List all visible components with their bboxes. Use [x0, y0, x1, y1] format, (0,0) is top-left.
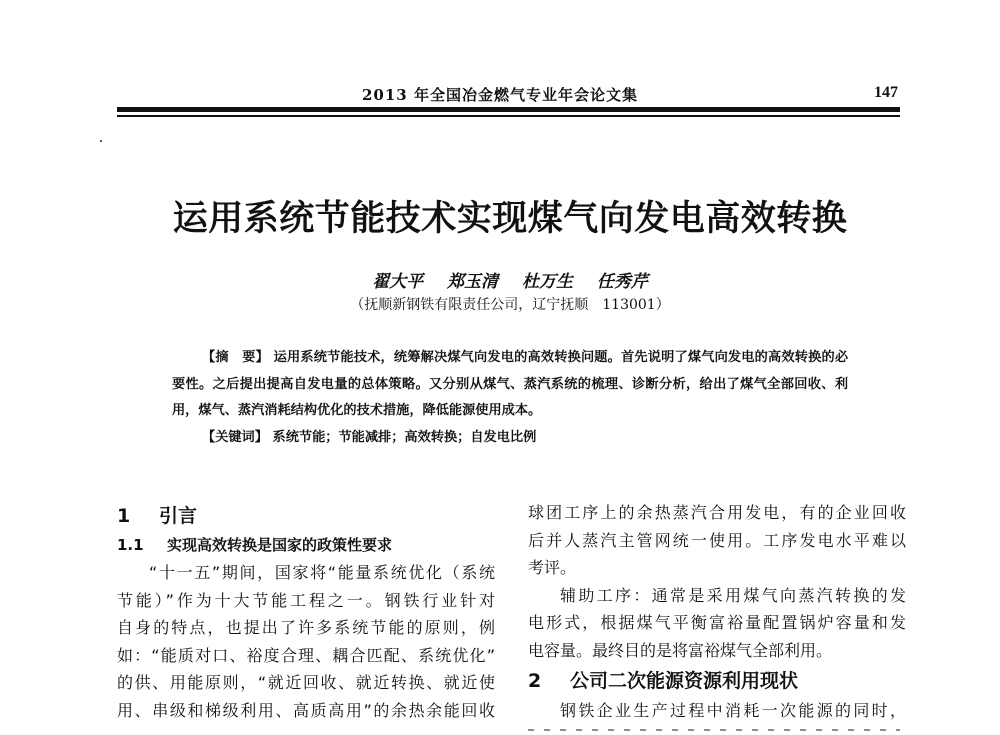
left-column — [117, 500, 495, 725]
body-line: 的供、用能原则，“就近回收、就近转换、就近使 — [117, 673, 495, 693]
body-line: 电形式，根据煤气平衡富裕量配置锅炉容量和发 — [528, 613, 906, 633]
body-line: 用、串级和梯级利用、高质高用”的余热余能回收 — [117, 700, 495, 720]
section-heading-2 — [528, 665, 906, 697]
body-line: 辅助工序：通常是采用煤气向蒸汽转换的发 — [560, 585, 906, 605]
section-number: 2 — [528, 669, 542, 692]
clipped-text-line — [528, 729, 900, 735]
body-line: 自身的特点，也提出了许多系统节能的原则，例 — [117, 618, 495, 638]
header-rule-thin — [117, 115, 900, 117]
paper-title: 运用系统节能技术实现煤气向发电高效转换 — [172, 198, 848, 239]
section-heading-1 — [117, 500, 495, 532]
section-title: 实现高效转换是国家的政策性要求 — [167, 536, 393, 554]
keywords-label: 【关键词】 — [202, 430, 268, 446]
running-header — [117, 84, 900, 108]
keywords-list: 系统节能；节能减排；高效转换；自发电比例 — [272, 430, 537, 446]
abstract — [172, 345, 848, 452]
body-line: 球团工序上的余热蒸汽合用发电，有的企业回收 — [528, 503, 906, 522]
right-column — [528, 499, 906, 724]
section-number: 1 — [117, 505, 131, 527]
section-title: 引言 — [159, 505, 198, 527]
body-line: 电容量。最终目的是将富裕煤气全部利用。 — [528, 640, 833, 660]
proceedings-title: 2013 年全国冶金燃气专业年会论文集 — [362, 86, 638, 104]
author-list: 翟大平 郑玉清 杜万生 任秀芹 — [372, 272, 648, 292]
section-heading-1-1 — [117, 532, 495, 559]
abstract-line: 给出了煤气全部回收、利用，煤气、蒸汽消耗结构优化的技术措施，降低能源使用成本。 — [172, 376, 849, 419]
body-line: 钢铁企业生产过程中消耗一次能源的同时， — [560, 700, 906, 720]
body-line: 后并人蒸汽主管网统一使用。工序发电水平难以 — [528, 530, 906, 550]
abstract-label: 【摘 要】 — [202, 350, 269, 365]
body-line: 节能）”作为十大节能工程之一。钢铁行业针对 — [117, 590, 495, 610]
body-line: 考评。 — [528, 558, 577, 578]
body-line: 如：“能质对口、裕度合理、耦合匹配、系统优化” — [117, 645, 495, 665]
section-title: 公司二次能源资源利用现状 — [570, 669, 799, 692]
page-number: 147 — [874, 84, 898, 101]
abstract-line: 高效转换的必要性。之后提出提高自发电量的总体策略。又分别从煤气、蒸汽系统的梳理、诊断分析， — [172, 350, 849, 392]
header-rule-thick — [117, 107, 900, 112]
keywords — [172, 425, 848, 452]
scan-speck — [100, 140, 102, 142]
abstract-paragraph — [172, 345, 848, 425]
abstract-line: 运用系统节能技术，统筹解决煤气向发电的高效转换问题。首先说明了煤气向发电的 — [273, 350, 769, 365]
section-number: 1.1 — [117, 536, 144, 554]
body-line: “十一五”期间，国家将“能量系统优化（系统 — [149, 563, 495, 582]
affiliation: （抚顺新钢铁有限责任公司，辽宁抚顺 113001） — [350, 297, 670, 313]
